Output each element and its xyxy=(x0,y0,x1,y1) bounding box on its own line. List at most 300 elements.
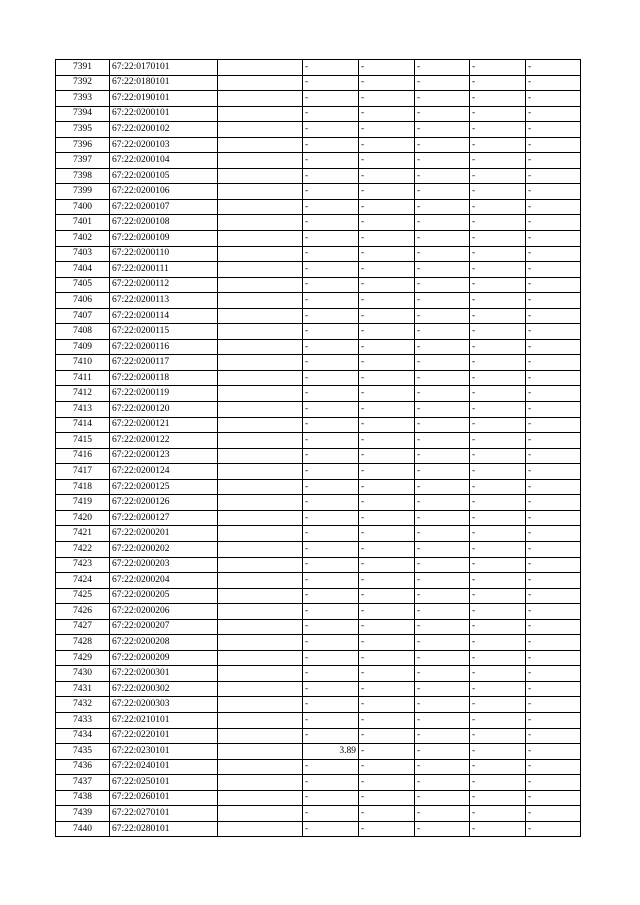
value-2-cell: - xyxy=(359,635,415,651)
name-cell xyxy=(218,806,303,822)
value-3-cell: - xyxy=(415,137,470,153)
value-3-cell: - xyxy=(415,510,470,526)
row-number-cell: 7412 xyxy=(56,386,110,402)
row-number-cell: 7439 xyxy=(56,806,110,822)
row-number-cell: 7419 xyxy=(56,495,110,511)
name-cell xyxy=(218,153,303,169)
value-3-cell: - xyxy=(415,775,470,791)
value-4-cell: - xyxy=(470,790,526,806)
value-1-cell: - xyxy=(303,153,359,169)
value-1-cell: - xyxy=(303,122,359,138)
table-row xyxy=(56,339,581,355)
value-4-cell: - xyxy=(470,573,526,589)
value-1-cell: - xyxy=(303,246,359,262)
value-4-cell: - xyxy=(470,495,526,511)
value-3-cell: - xyxy=(415,604,470,620)
value-4-cell: - xyxy=(470,277,526,293)
value-2-cell: - xyxy=(359,168,415,184)
name-cell xyxy=(218,604,303,620)
cadastral-code-cell: 67:22:0230101 xyxy=(110,744,218,760)
value-1-cell: - xyxy=(303,386,359,402)
row-number-cell: 7424 xyxy=(56,573,110,589)
name-cell xyxy=(218,464,303,480)
name-cell xyxy=(218,386,303,402)
cadastral-code-cell: 67:22:0200114 xyxy=(110,308,218,324)
value-5-cell: - xyxy=(526,339,581,355)
value-5-cell: - xyxy=(526,433,581,449)
value-1-cell: - xyxy=(303,402,359,418)
name-cell xyxy=(218,324,303,340)
table-row xyxy=(56,604,581,620)
table-row xyxy=(56,464,581,480)
row-number-cell: 7405 xyxy=(56,277,110,293)
value-5-cell: - xyxy=(526,635,581,651)
name-cell xyxy=(218,666,303,682)
value-2-cell: - xyxy=(359,588,415,604)
value-2-cell: - xyxy=(359,386,415,402)
name-cell xyxy=(218,775,303,791)
value-2-cell: - xyxy=(359,479,415,495)
row-number-cell: 7418 xyxy=(56,479,110,495)
table-row xyxy=(56,479,581,495)
value-5-cell: - xyxy=(526,246,581,262)
row-number-cell: 7395 xyxy=(56,122,110,138)
row-number-cell: 7411 xyxy=(56,370,110,386)
value-3-cell: - xyxy=(415,541,470,557)
row-number-cell: 7397 xyxy=(56,153,110,169)
cadastral-code-cell: 67:22:0200105 xyxy=(110,168,218,184)
value-1-cell: - xyxy=(303,666,359,682)
table-row xyxy=(56,821,581,837)
cadastral-code-cell: 67:22:0200207 xyxy=(110,619,218,635)
cadastral-code-cell: 67:22:0200201 xyxy=(110,526,218,542)
value-2-cell: - xyxy=(359,681,415,697)
name-cell xyxy=(218,231,303,247)
table-row xyxy=(56,588,581,604)
value-1-cell: - xyxy=(303,308,359,324)
row-number-cell: 7428 xyxy=(56,635,110,651)
value-1-cell: - xyxy=(303,277,359,293)
table-row xyxy=(56,448,581,464)
value-2-cell: - xyxy=(359,712,415,728)
value-5-cell: - xyxy=(526,712,581,728)
value-2-cell: - xyxy=(359,557,415,573)
value-2-cell: - xyxy=(359,728,415,744)
value-5-cell: - xyxy=(526,262,581,278)
value-2-cell: - xyxy=(359,106,415,122)
row-number-cell: 7406 xyxy=(56,293,110,309)
name-cell xyxy=(218,277,303,293)
name-cell xyxy=(218,759,303,775)
value-1-cell: - xyxy=(303,619,359,635)
value-4-cell: - xyxy=(470,728,526,744)
value-4-cell: - xyxy=(470,355,526,371)
name-cell xyxy=(218,137,303,153)
cadastral-code-cell: 67:22:0200120 xyxy=(110,402,218,418)
value-1-cell: - xyxy=(303,479,359,495)
value-2-cell: - xyxy=(359,619,415,635)
table-row xyxy=(56,122,581,138)
table-row xyxy=(56,106,581,122)
cadastral-code-cell: 67:22:0200115 xyxy=(110,324,218,340)
value-3-cell: - xyxy=(415,355,470,371)
cadastral-code-cell: 67:22:0200126 xyxy=(110,495,218,511)
value-3-cell: - xyxy=(415,308,470,324)
value-2-cell: - xyxy=(359,324,415,340)
table-row xyxy=(56,433,581,449)
value-3-cell: - xyxy=(415,277,470,293)
value-4-cell: - xyxy=(470,464,526,480)
value-4-cell: - xyxy=(470,246,526,262)
value-4-cell: - xyxy=(470,231,526,247)
value-5-cell: - xyxy=(526,759,581,775)
cadastral-code-cell: 67:22:0200206 xyxy=(110,604,218,620)
value-5-cell: - xyxy=(526,697,581,713)
value-3-cell: - xyxy=(415,681,470,697)
cadastral-code-cell: 67:22:0250101 xyxy=(110,775,218,791)
table-row xyxy=(56,619,581,635)
value-3-cell: - xyxy=(415,635,470,651)
value-5-cell: - xyxy=(526,681,581,697)
value-1-cell: - xyxy=(303,355,359,371)
row-number-cell: 7417 xyxy=(56,464,110,480)
row-number-cell: 7396 xyxy=(56,137,110,153)
row-number-cell: 7407 xyxy=(56,308,110,324)
value-3-cell: - xyxy=(415,199,470,215)
value-3-cell: - xyxy=(415,262,470,278)
row-number-cell: 7438 xyxy=(56,790,110,806)
table-row xyxy=(56,262,581,278)
cadastral-code-cell: 67:22:0220101 xyxy=(110,728,218,744)
value-4-cell: - xyxy=(470,635,526,651)
name-cell xyxy=(218,122,303,138)
value-4-cell: - xyxy=(470,526,526,542)
value-3-cell: - xyxy=(415,697,470,713)
table-row xyxy=(56,681,581,697)
name-cell xyxy=(218,744,303,760)
row-number-cell: 7440 xyxy=(56,821,110,837)
table-row xyxy=(56,541,581,557)
row-number-cell: 7437 xyxy=(56,775,110,791)
value-5-cell: - xyxy=(526,573,581,589)
value-3-cell: - xyxy=(415,464,470,480)
cadastral-code-cell: 67:22:0170101 xyxy=(110,60,218,76)
name-cell xyxy=(218,199,303,215)
value-5-cell: - xyxy=(526,464,581,480)
value-5-cell: - xyxy=(526,541,581,557)
name-cell xyxy=(218,697,303,713)
cadastral-code-cell: 67:22:0200118 xyxy=(110,370,218,386)
value-5-cell: - xyxy=(526,526,581,542)
row-number-cell: 7421 xyxy=(56,526,110,542)
name-cell xyxy=(218,339,303,355)
table-row xyxy=(56,168,581,184)
value-3-cell: - xyxy=(415,324,470,340)
value-3-cell: - xyxy=(415,759,470,775)
value-3-cell: - xyxy=(415,402,470,418)
name-cell xyxy=(218,60,303,76)
row-number-cell: 7398 xyxy=(56,168,110,184)
table-row xyxy=(56,666,581,682)
table-row xyxy=(56,324,581,340)
value-1-cell: - xyxy=(303,168,359,184)
value-3-cell: - xyxy=(415,370,470,386)
table-row xyxy=(56,60,581,76)
row-number-cell: 7402 xyxy=(56,231,110,247)
table-row xyxy=(56,573,581,589)
value-5-cell: - xyxy=(526,199,581,215)
cadastral-code-cell: 67:22:0200119 xyxy=(110,386,218,402)
value-1-cell: - xyxy=(303,557,359,573)
table-row xyxy=(56,184,581,200)
value-5-cell: - xyxy=(526,510,581,526)
table-row xyxy=(56,775,581,791)
value-5-cell: - xyxy=(526,775,581,791)
row-number-cell: 7416 xyxy=(56,448,110,464)
value-1-cell: - xyxy=(303,75,359,91)
table-row xyxy=(56,712,581,728)
value-2-cell: - xyxy=(359,153,415,169)
row-number-cell: 7392 xyxy=(56,75,110,91)
table-row xyxy=(56,370,581,386)
row-number-cell: 7429 xyxy=(56,650,110,666)
value-3-cell: - xyxy=(415,526,470,542)
value-3-cell: - xyxy=(415,744,470,760)
value-1-cell: - xyxy=(303,370,359,386)
cadastral-code-cell: 67:22:0200302 xyxy=(110,681,218,697)
table-row xyxy=(56,635,581,651)
value-5-cell: - xyxy=(526,744,581,760)
value-2-cell: - xyxy=(359,231,415,247)
value-1-cell: - xyxy=(303,541,359,557)
name-cell xyxy=(218,712,303,728)
value-1-cell: - xyxy=(303,464,359,480)
name-cell xyxy=(218,91,303,107)
value-1-cell: - xyxy=(303,635,359,651)
value-3-cell: - xyxy=(415,153,470,169)
value-1-cell: - xyxy=(303,712,359,728)
value-1-cell: 3.89 xyxy=(303,744,359,760)
value-2-cell: - xyxy=(359,137,415,153)
value-3-cell: - xyxy=(415,386,470,402)
value-5-cell: - xyxy=(526,557,581,573)
row-number-cell: 7403 xyxy=(56,246,110,262)
value-3-cell: - xyxy=(415,106,470,122)
cadastral-code-cell: 67:22:0200123 xyxy=(110,448,218,464)
value-5-cell: - xyxy=(526,588,581,604)
table-row xyxy=(56,402,581,418)
value-2-cell: - xyxy=(359,541,415,557)
value-2-cell: - xyxy=(359,510,415,526)
value-5-cell: - xyxy=(526,106,581,122)
row-number-cell: 7394 xyxy=(56,106,110,122)
value-4-cell: - xyxy=(470,122,526,138)
value-5-cell: - xyxy=(526,790,581,806)
value-4-cell: - xyxy=(470,806,526,822)
value-4-cell: - xyxy=(470,588,526,604)
value-1-cell: - xyxy=(303,448,359,464)
value-3-cell: - xyxy=(415,184,470,200)
row-number-cell: 7399 xyxy=(56,184,110,200)
value-1-cell: - xyxy=(303,293,359,309)
name-cell xyxy=(218,495,303,511)
value-3-cell: - xyxy=(415,495,470,511)
cadastral-code-cell: 67:22:0180101 xyxy=(110,75,218,91)
row-number-cell: 7430 xyxy=(56,666,110,682)
value-5-cell: - xyxy=(526,308,581,324)
value-1-cell: - xyxy=(303,821,359,837)
row-number-cell: 7431 xyxy=(56,681,110,697)
value-5-cell: - xyxy=(526,355,581,371)
value-4-cell: - xyxy=(470,557,526,573)
cadastral-code-cell: 67:22:0210101 xyxy=(110,712,218,728)
value-3-cell: - xyxy=(415,91,470,107)
value-1-cell: - xyxy=(303,697,359,713)
value-4-cell: - xyxy=(470,417,526,433)
value-2-cell: - xyxy=(359,91,415,107)
value-4-cell: - xyxy=(470,153,526,169)
value-5-cell: - xyxy=(526,806,581,822)
value-4-cell: - xyxy=(470,433,526,449)
value-5-cell: - xyxy=(526,728,581,744)
cadastral-code-cell: 67:22:0200102 xyxy=(110,122,218,138)
name-cell xyxy=(218,635,303,651)
value-2-cell: - xyxy=(359,464,415,480)
cadastral-code-cell: 67:22:0200112 xyxy=(110,277,218,293)
name-cell xyxy=(218,417,303,433)
value-4-cell: - xyxy=(470,386,526,402)
value-5-cell: - xyxy=(526,277,581,293)
value-4-cell: - xyxy=(470,339,526,355)
value-5-cell: - xyxy=(526,386,581,402)
cadastral-code-cell: 67:22:0200113 xyxy=(110,293,218,309)
value-5-cell: - xyxy=(526,619,581,635)
value-1-cell: - xyxy=(303,604,359,620)
cadastral-code-cell: 67:22:0200122 xyxy=(110,433,218,449)
table-row xyxy=(56,417,581,433)
value-1-cell: - xyxy=(303,806,359,822)
value-4-cell: - xyxy=(470,744,526,760)
value-3-cell: - xyxy=(415,339,470,355)
cadastral-code-cell: 67:22:0200301 xyxy=(110,666,218,682)
value-4-cell: - xyxy=(470,262,526,278)
table-row xyxy=(56,557,581,573)
name-cell xyxy=(218,573,303,589)
value-3-cell: - xyxy=(415,821,470,837)
value-1-cell: - xyxy=(303,433,359,449)
name-cell xyxy=(218,168,303,184)
value-1-cell: - xyxy=(303,324,359,340)
name-cell xyxy=(218,355,303,371)
table-row xyxy=(56,91,581,107)
value-3-cell: - xyxy=(415,75,470,91)
name-cell xyxy=(218,821,303,837)
value-5-cell: - xyxy=(526,666,581,682)
value-3-cell: - xyxy=(415,619,470,635)
cadastral-code-cell: 67:22:0200117 xyxy=(110,355,218,371)
table-row xyxy=(56,806,581,822)
value-2-cell: - xyxy=(359,339,415,355)
value-5-cell: - xyxy=(526,91,581,107)
value-5-cell: - xyxy=(526,137,581,153)
value-2-cell: - xyxy=(359,402,415,418)
value-2-cell: - xyxy=(359,650,415,666)
table-row xyxy=(56,231,581,247)
value-4-cell: - xyxy=(470,604,526,620)
table-row xyxy=(56,510,581,526)
value-3-cell: - xyxy=(415,168,470,184)
value-5-cell: - xyxy=(526,402,581,418)
table-row xyxy=(56,526,581,542)
cadastral-code-cell: 67:22:0270101 xyxy=(110,806,218,822)
row-number-cell: 7422 xyxy=(56,541,110,557)
value-4-cell: - xyxy=(470,448,526,464)
value-4-cell: - xyxy=(470,759,526,775)
table-row xyxy=(56,697,581,713)
row-number-cell: 7420 xyxy=(56,510,110,526)
value-1-cell: - xyxy=(303,215,359,231)
value-2-cell: - xyxy=(359,308,415,324)
value-3-cell: - xyxy=(415,806,470,822)
data-table xyxy=(55,59,581,837)
cadastral-code-cell: 67:22:0200303 xyxy=(110,697,218,713)
value-1-cell: - xyxy=(303,91,359,107)
value-2-cell: - xyxy=(359,246,415,262)
value-3-cell: - xyxy=(415,417,470,433)
value-1-cell: - xyxy=(303,790,359,806)
value-1-cell: - xyxy=(303,137,359,153)
value-4-cell: - xyxy=(470,60,526,76)
cadastral-code-cell: 67:22:0240101 xyxy=(110,759,218,775)
value-2-cell: - xyxy=(359,573,415,589)
name-cell xyxy=(218,479,303,495)
value-5-cell: - xyxy=(526,122,581,138)
value-4-cell: - xyxy=(470,541,526,557)
value-4-cell: - xyxy=(470,91,526,107)
value-4-cell: - xyxy=(470,168,526,184)
name-cell xyxy=(218,106,303,122)
value-1-cell: - xyxy=(303,60,359,76)
name-cell xyxy=(218,433,303,449)
value-4-cell: - xyxy=(470,324,526,340)
table-row xyxy=(56,137,581,153)
value-4-cell: - xyxy=(470,650,526,666)
value-2-cell: - xyxy=(359,775,415,791)
value-2-cell: - xyxy=(359,697,415,713)
name-cell xyxy=(218,526,303,542)
value-1-cell: - xyxy=(303,199,359,215)
value-2-cell: - xyxy=(359,60,415,76)
table-row xyxy=(56,277,581,293)
table-row xyxy=(56,790,581,806)
value-2-cell: - xyxy=(359,293,415,309)
value-2-cell: - xyxy=(359,433,415,449)
value-5-cell: - xyxy=(526,479,581,495)
value-3-cell: - xyxy=(415,588,470,604)
value-2-cell: - xyxy=(359,666,415,682)
value-1-cell: - xyxy=(303,728,359,744)
value-2-cell: - xyxy=(359,355,415,371)
value-3-cell: - xyxy=(415,122,470,138)
value-3-cell: - xyxy=(415,448,470,464)
cadastral-code-cell: 67:22:0200121 xyxy=(110,417,218,433)
row-number-cell: 7391 xyxy=(56,60,110,76)
cadastral-code-cell: 67:22:0200203 xyxy=(110,557,218,573)
value-2-cell: - xyxy=(359,184,415,200)
row-number-cell: 7425 xyxy=(56,588,110,604)
value-4-cell: - xyxy=(470,712,526,728)
value-5-cell: - xyxy=(526,324,581,340)
